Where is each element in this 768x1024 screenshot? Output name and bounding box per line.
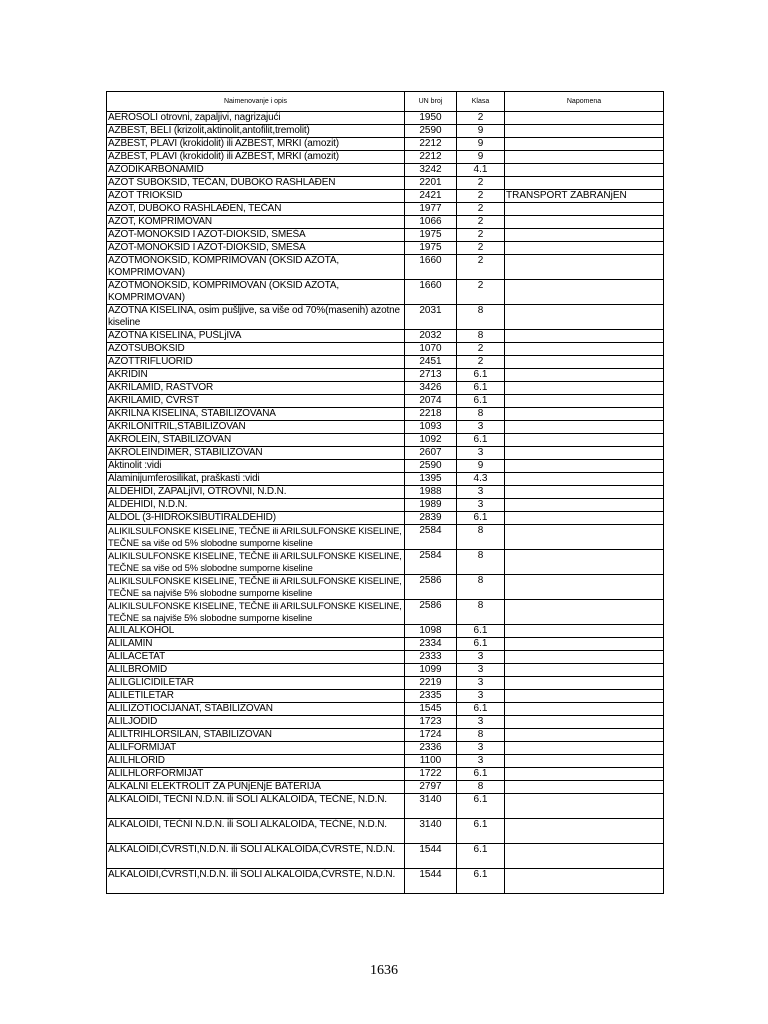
- cell-note: [505, 229, 664, 242]
- cell-name: AZBEST, BELI (krizolit,aktinolit,antofilit,tremolit): [107, 125, 405, 138]
- cell-class: 2: [457, 229, 505, 242]
- cell-class: 8: [457, 575, 505, 600]
- cell-class: 3: [457, 716, 505, 729]
- cell-un-number: 1395: [405, 473, 457, 486]
- table-row: [107, 819, 664, 844]
- cell-note: [505, 664, 664, 677]
- cell-class: 2: [457, 203, 505, 216]
- table-row: [107, 229, 664, 242]
- table-row: [107, 473, 664, 486]
- cell-class: 2: [457, 190, 505, 203]
- cell-name: Aktinolit :vidi: [107, 460, 405, 473]
- table-row: [107, 164, 664, 177]
- cell-name: AKRILAMID, ČVRST: [107, 395, 405, 408]
- cell-name: AZOTMONOKSID, KOMPRIMOVAN (OKSID AZOTA, KOMPRIMOVAN): [107, 280, 405, 305]
- cell-class: 6.1: [457, 794, 505, 819]
- cell-note: [505, 512, 664, 525]
- table-row: [107, 138, 664, 151]
- cell-note: [505, 575, 664, 600]
- cell-name: AKRIDIN: [107, 369, 405, 382]
- cell-name: AKRILAMID, RASTVOR: [107, 382, 405, 395]
- table-row: [107, 690, 664, 703]
- cell-note: [505, 638, 664, 651]
- cell-name: ALILALKOHOL: [107, 625, 405, 638]
- table-row: [107, 664, 664, 677]
- cell-note: [505, 755, 664, 768]
- cell-class: 2: [457, 216, 505, 229]
- cell-name: ALDEHIDI, ZAPALjIVI, OTROVNI, N.D.N.: [107, 486, 405, 499]
- cell-class: 2: [457, 112, 505, 125]
- cell-un-number: 1975: [405, 242, 457, 255]
- cell-name: ALILJODID: [107, 716, 405, 729]
- cell-name: AZOT, KOMPRIMOVAN: [107, 216, 405, 229]
- cell-class: 4.1: [457, 164, 505, 177]
- cell-class: 2: [457, 356, 505, 369]
- cell-note: [505, 600, 664, 625]
- cell-note: [505, 330, 664, 343]
- cell-name: AZOTTRIFLUORID: [107, 356, 405, 369]
- cell-class: 6.1: [457, 768, 505, 781]
- cell-name: AZOTNA KISELINA, PUŠLjIVA: [107, 330, 405, 343]
- cell-class: 3: [457, 742, 505, 755]
- cell-class: 6.1: [457, 369, 505, 382]
- table-row: [107, 703, 664, 716]
- cell-name: AZOT SUBOKSID, TEČAN, DUBOKO RASHLAĐEN: [107, 177, 405, 190]
- cell-note: [505, 369, 664, 382]
- cell-note: [505, 305, 664, 330]
- table-row: [107, 408, 664, 421]
- cell-class: 6.1: [457, 703, 505, 716]
- cell-name: ALIKILSULFONSKE KISELINE, TEČNE ili ARILSULFONSKE KISELINE, TEČNE sa više od 5% slobodne sumporne kiseline: [107, 550, 405, 575]
- cell-class: 8: [457, 525, 505, 550]
- cell-class: 6.1: [457, 638, 505, 651]
- table-row: [107, 343, 664, 356]
- cell-note: [505, 125, 664, 138]
- cell-class: 3: [457, 755, 505, 768]
- cell-un-number: 2713: [405, 369, 457, 382]
- cell-note: [505, 768, 664, 781]
- cell-class: 6.1: [457, 844, 505, 869]
- table-body: [107, 112, 664, 894]
- cell-note: [505, 460, 664, 473]
- cell-name: ALILETILETAR: [107, 690, 405, 703]
- table-row: [107, 677, 664, 690]
- cell-un-number: 2201: [405, 177, 457, 190]
- cell-un-number: 3242: [405, 164, 457, 177]
- cell-class: 8: [457, 408, 505, 421]
- table-row: [107, 242, 664, 255]
- cell-note: [505, 550, 664, 575]
- table-row: [107, 499, 664, 512]
- cell-name: ALDEHIDI, N.D.N.: [107, 499, 405, 512]
- table-row: [107, 651, 664, 664]
- cell-un-number: 1544: [405, 844, 457, 869]
- cell-note: [505, 395, 664, 408]
- cell-name: AZOT-MONOKSID I AZOT-DIOKSID, SMEŠA: [107, 242, 405, 255]
- cell-un-number: 1950: [405, 112, 457, 125]
- cell-un-number: 2584: [405, 550, 457, 575]
- cell-un-number: 1099: [405, 664, 457, 677]
- header-un-number: UN broj: [405, 92, 457, 112]
- table-row: [107, 512, 664, 525]
- cell-note: [505, 794, 664, 819]
- cell-name: AZODIKARBONAMID: [107, 164, 405, 177]
- cell-un-number: 2797: [405, 781, 457, 794]
- table-row: [107, 125, 664, 138]
- dangerous-goods-table: [106, 91, 664, 894]
- cell-name: ALILIZOTIOCIJANAT, STABILIZOVAN: [107, 703, 405, 716]
- cell-un-number: 1100: [405, 755, 457, 768]
- cell-un-number: 1660: [405, 255, 457, 280]
- cell-note: [505, 690, 664, 703]
- cell-un-number: 1989: [405, 499, 457, 512]
- cell-name: AZOT TRIOKSID: [107, 190, 405, 203]
- cell-name: ALILFORMIJAT: [107, 742, 405, 755]
- cell-note: [505, 408, 664, 421]
- cell-name: ALILACETAT: [107, 651, 405, 664]
- table-row: [107, 781, 664, 794]
- cell-class: 2: [457, 177, 505, 190]
- cell-class: 3: [457, 664, 505, 677]
- cell-note: [505, 382, 664, 395]
- cell-name: ALILHLORFORMIJAT: [107, 768, 405, 781]
- cell-un-number: 2586: [405, 575, 457, 600]
- cell-note: [505, 625, 664, 638]
- cell-name: AKRILNA KISELINA, STABILIZOVANA: [107, 408, 405, 421]
- cell-note: [505, 486, 664, 499]
- cell-note: [505, 343, 664, 356]
- cell-note: [505, 112, 664, 125]
- cell-class: 3: [457, 499, 505, 512]
- table-row: [107, 742, 664, 755]
- cell-un-number: 2333: [405, 651, 457, 664]
- cell-un-number: 1545: [405, 703, 457, 716]
- cell-class: 6.1: [457, 819, 505, 844]
- cell-name: AZBEST, PLAVI (krokidolit) ili AZBEST, MRKI (amozit): [107, 151, 405, 164]
- cell-un-number: 3426: [405, 382, 457, 395]
- cell-class: 3: [457, 421, 505, 434]
- table-row: [107, 768, 664, 781]
- cell-class: 8: [457, 781, 505, 794]
- cell-un-number: 3140: [405, 819, 457, 844]
- table-row: [107, 356, 664, 369]
- cell-note: [505, 677, 664, 690]
- cell-un-number: 2074: [405, 395, 457, 408]
- table-row: [107, 575, 664, 600]
- table-row: [107, 421, 664, 434]
- cell-note: [505, 434, 664, 447]
- cell-un-number: 2584: [405, 525, 457, 550]
- cell-class: 4.3: [457, 473, 505, 486]
- cell-note: [505, 869, 664, 894]
- cell-class: 8: [457, 729, 505, 742]
- cell-class: 2: [457, 255, 505, 280]
- table-row: [107, 203, 664, 216]
- table-row: [107, 869, 664, 894]
- cell-class: 6.1: [457, 395, 505, 408]
- cell-name: AKROLEINDIMER, STABILIZOVAN: [107, 447, 405, 460]
- cell-note: [505, 151, 664, 164]
- cell-name: ALILHLORID: [107, 755, 405, 768]
- cell-note: [505, 473, 664, 486]
- table-row: [107, 112, 664, 125]
- cell-note: [505, 499, 664, 512]
- table-row: [107, 434, 664, 447]
- table-row: [107, 525, 664, 550]
- table-row: [107, 625, 664, 638]
- cell-un-number: 1975: [405, 229, 457, 242]
- table-row: [107, 794, 664, 819]
- cell-note: [505, 164, 664, 177]
- cell-class: 6.1: [457, 869, 505, 894]
- cell-un-number: 2031: [405, 305, 457, 330]
- cell-note: [505, 216, 664, 229]
- cell-note: [505, 255, 664, 280]
- cell-name: AZBEST, PLAVI (krokidolit) ili AZBEST, MRKI (amozit): [107, 138, 405, 151]
- table-row: [107, 460, 664, 473]
- cell-note: [505, 447, 664, 460]
- cell-un-number: 2451: [405, 356, 457, 369]
- cell-name: ALILTRIHLORSILAN, STABILIZOVAN: [107, 729, 405, 742]
- cell-un-number: 1660: [405, 280, 457, 305]
- cell-un-number: 2421: [405, 190, 457, 203]
- header-note: Napomena: [505, 92, 664, 112]
- table-row: [107, 255, 664, 280]
- cell-note: [505, 177, 664, 190]
- cell-class: 8: [457, 600, 505, 625]
- cell-note: [505, 742, 664, 755]
- cell-name: ALILAMIN: [107, 638, 405, 651]
- cell-class: 9: [457, 151, 505, 164]
- cell-un-number: 2218: [405, 408, 457, 421]
- table-header-row: [107, 92, 664, 112]
- table-row: [107, 330, 664, 343]
- cell-note: [505, 819, 664, 844]
- cell-un-number: 1988: [405, 486, 457, 499]
- table-row: [107, 716, 664, 729]
- cell-class: 2: [457, 242, 505, 255]
- table-row: [107, 216, 664, 229]
- table-row: [107, 729, 664, 742]
- cell-name: Alaminijumferosilikat, praškasti :vidi: [107, 473, 405, 486]
- cell-un-number: 3140: [405, 794, 457, 819]
- table-row: [107, 151, 664, 164]
- cell-name: AZOT, DUBOKO RASHLAĐEN, TEČAN: [107, 203, 405, 216]
- cell-class: 2: [457, 280, 505, 305]
- cell-class: 9: [457, 138, 505, 151]
- table-row: [107, 395, 664, 408]
- cell-note: [505, 280, 664, 305]
- table-row: [107, 305, 664, 330]
- cell-class: 3: [457, 677, 505, 690]
- cell-note: [505, 203, 664, 216]
- cell-note: [505, 242, 664, 255]
- cell-class: 3: [457, 486, 505, 499]
- table-row: [107, 638, 664, 651]
- cell-class: 9: [457, 125, 505, 138]
- cell-class: 8: [457, 550, 505, 575]
- cell-note: [505, 138, 664, 151]
- cell-un-number: 1724: [405, 729, 457, 742]
- cell-un-number: 2335: [405, 690, 457, 703]
- table-row: [107, 447, 664, 460]
- cell-un-number: 2334: [405, 638, 457, 651]
- cell-note: TRANSPORT ZABRANjEN: [505, 190, 664, 203]
- cell-note: [505, 781, 664, 794]
- cell-name: ALKALOIDI, TEČNI N.D.N. ili SOLI ALKALOIDA, TEČNE, N.D.N.: [107, 819, 405, 844]
- cell-un-number: 1092: [405, 434, 457, 447]
- cell-un-number: 1723: [405, 716, 457, 729]
- cell-name: AKROLEIN, STABILIZOVAN: [107, 434, 405, 447]
- table-row: [107, 486, 664, 499]
- cell-class: 6.1: [457, 434, 505, 447]
- cell-name: ALKALOIDI, TEČNI N.D.N. ili SOLI ALKALOIDA, TEČNE, N.D.N.: [107, 794, 405, 819]
- header-name: Naimenovanje i opis: [107, 92, 405, 112]
- cell-note: [505, 703, 664, 716]
- cell-class: 8: [457, 330, 505, 343]
- table-row: [107, 280, 664, 305]
- header-class: Klasa: [457, 92, 505, 112]
- cell-un-number: 1093: [405, 421, 457, 434]
- cell-name: ALIKILSULFONSKE KISELINE, TEČNE ili ARILSULFONSKE KISELINE, TEČNE sa više od 5% slobodne sumporne kiseline: [107, 525, 405, 550]
- cell-un-number: 2219: [405, 677, 457, 690]
- table-row: [107, 177, 664, 190]
- cell-class: 6.1: [457, 382, 505, 395]
- cell-un-number: 1544: [405, 869, 457, 894]
- cell-name: ALIKILSULFONSKE KISELINE, TEČNE ili ARILSULFONSKE KISELINE, TEČNE sa najviše 5% slobodne sumporne kiseline: [107, 575, 405, 600]
- cell-name: ALKALOIDI,ČVRSTI,N.D.N. ili SOLI ALKALOIDA,ČVRSTE, N.D.N.: [107, 869, 405, 894]
- cell-note: [505, 356, 664, 369]
- table-row: [107, 755, 664, 768]
- cell-un-number: 2586: [405, 600, 457, 625]
- cell-un-number: 1098: [405, 625, 457, 638]
- cell-name: AZOTMONOKSID, KOMPRIMOVAN (OKSID AZOTA, KOMPRIMOVAN): [107, 255, 405, 280]
- table-row: [107, 190, 664, 203]
- cell-note: [505, 421, 664, 434]
- cell-un-number: 2590: [405, 125, 457, 138]
- table-row: [107, 600, 664, 625]
- cell-class: 6.1: [457, 625, 505, 638]
- cell-name: AZOTSUBOKSID: [107, 343, 405, 356]
- cell-name: AEROSOLI otrovni, zapaljivi, nagrizajući: [107, 112, 405, 125]
- cell-un-number: 2212: [405, 151, 457, 164]
- table-row: [107, 369, 664, 382]
- cell-un-number: 2032: [405, 330, 457, 343]
- cell-name: ALILGLICIDILETAR: [107, 677, 405, 690]
- cell-un-number: 2839: [405, 512, 457, 525]
- cell-note: [505, 716, 664, 729]
- cell-class: 3: [457, 651, 505, 664]
- cell-name: ALDOL (3-HIDROKSIBUTIRALDEHID): [107, 512, 405, 525]
- page-number: 1636: [370, 963, 398, 978]
- cell-class: 3: [457, 690, 505, 703]
- cell-note: [505, 525, 664, 550]
- cell-class: 2: [457, 343, 505, 356]
- cell-class: 6.1: [457, 512, 505, 525]
- cell-class: 3: [457, 447, 505, 460]
- cell-un-number: 2212: [405, 138, 457, 151]
- cell-name: ALKALNI ELEKTROLIT ZA PUNjENjE BATERIJA: [107, 781, 405, 794]
- cell-name: AZOT-MONOKSID I AZOT-DIOKSID, SMEŠA: [107, 229, 405, 242]
- cell-note: [505, 729, 664, 742]
- cell-un-number: 1977: [405, 203, 457, 216]
- cell-note: [505, 651, 664, 664]
- cell-un-number: 2336: [405, 742, 457, 755]
- cell-name: AKRILONITRIL,STABILIZOVAN: [107, 421, 405, 434]
- cell-un-number: 1066: [405, 216, 457, 229]
- table-row: [107, 382, 664, 395]
- table-row: [107, 550, 664, 575]
- cell-name: ALILBROMID: [107, 664, 405, 677]
- table-row: [107, 844, 664, 869]
- cell-name: AZOTNA KISELINA, osim pušljive, sa više od 70%(masenih) azotne kiseline: [107, 305, 405, 330]
- cell-class: 8: [457, 305, 505, 330]
- cell-un-number: 1722: [405, 768, 457, 781]
- cell-note: [505, 844, 664, 869]
- cell-name: ALKALOIDI,ČVRSTI,N.D.N. ili SOLI ALKALOIDA,ČVRSTE, N.D.N.: [107, 844, 405, 869]
- cell-un-number: 1070: [405, 343, 457, 356]
- cell-class: 9: [457, 460, 505, 473]
- cell-un-number: 2607: [405, 447, 457, 460]
- cell-un-number: 2590: [405, 460, 457, 473]
- cell-name: ALIKILSULFONSKE KISELINE, TEČNE ili ARILSULFONSKE KISELINE, TEČNE sa najviše 5% slobodne sumporne kiseline: [107, 600, 405, 625]
